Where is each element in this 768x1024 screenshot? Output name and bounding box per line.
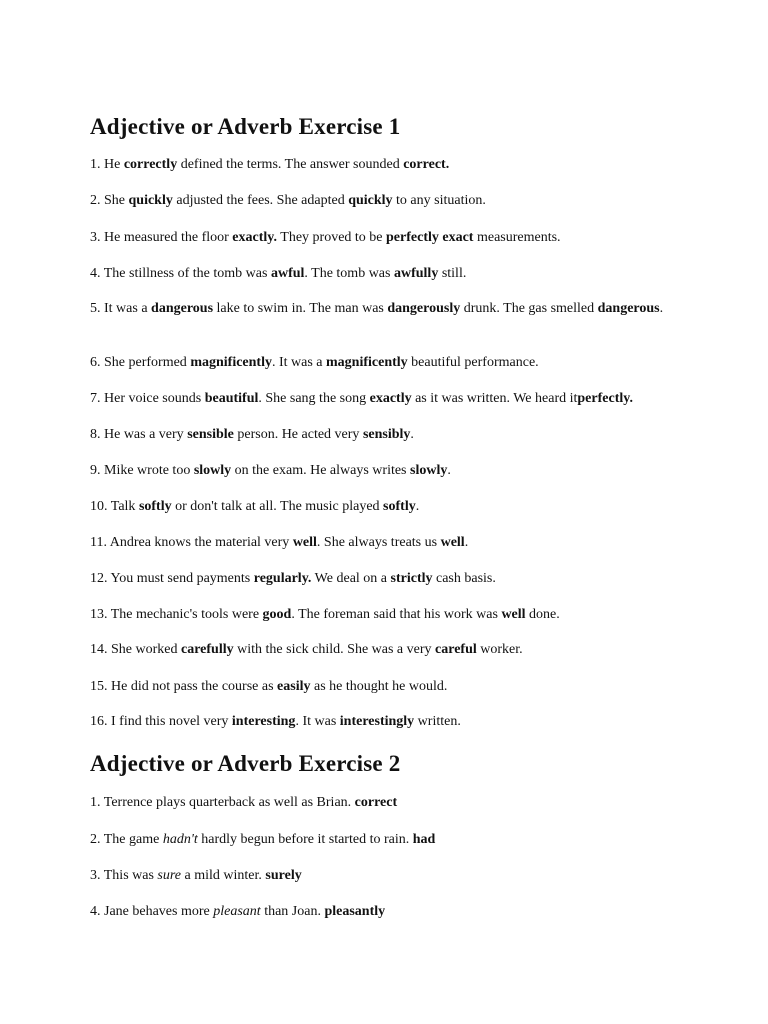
answer-word: awfully [393, 266, 439, 281]
sentence-text: They proved to be [277, 230, 387, 245]
exercise-2-item [90, 866, 680, 885]
answer-word: careful [435, 642, 477, 657]
answer-word: beautiful [204, 391, 259, 406]
exercise-1-item [90, 353, 680, 372]
answer-word: sensibly [362, 427, 411, 442]
answer-word: had [412, 832, 436, 847]
sentence-text: still. [438, 266, 467, 281]
answer-word: pleasantly [324, 904, 386, 919]
sentence-text: beautiful performance. [407, 355, 539, 370]
exercise-1-item [90, 533, 680, 552]
sentence-text: a mild winter. [181, 868, 266, 883]
sentence-text: 6. She performed [90, 355, 191, 370]
exercise-1-item [90, 228, 680, 247]
sentence-text: . The foreman said that his work was [291, 607, 502, 622]
answer-word: interestingly [339, 714, 415, 729]
answer-word: exactly [369, 391, 412, 406]
answer-word: slowly [193, 463, 232, 478]
answer-word: correct. [403, 157, 450, 172]
sentence-text: 12. You must send payments [90, 571, 254, 586]
answer-word: dangerous [151, 301, 214, 316]
sentence-text: . It was a [271, 355, 327, 370]
sentence-text: adjusted the fees. She adapted [172, 193, 349, 208]
sentence-text: . She sang the song [258, 391, 370, 406]
sentence-text: on the exam. He always writes [231, 463, 411, 478]
answer-word: magnificently [326, 355, 408, 370]
answer-word: exactly. [232, 230, 278, 245]
sentence-text: measurements. [473, 230, 561, 245]
sentence-text: 8. He was a very [90, 427, 188, 442]
exercise-1-item [90, 677, 680, 696]
exercise-1-item [90, 497, 680, 516]
answer-word: correctly [123, 157, 178, 172]
sentence-text: written. [414, 714, 461, 729]
error-word: hadn't [162, 832, 198, 847]
exercise-1-item [90, 389, 680, 408]
sentence-text: 2. She [90, 193, 129, 208]
sentence-text: 1. He [90, 157, 124, 172]
sentence-text: 11. Andrea knows the material very [90, 535, 293, 550]
sentence-text: 3. He measured the floor [90, 230, 233, 245]
answer-word: magnificently [190, 355, 272, 370]
sentence-text: 10. Talk [90, 499, 139, 514]
sentence-text: drunk. The gas smelled [460, 301, 598, 316]
sentence-text: . [410, 427, 414, 442]
answer-word: good [262, 607, 292, 622]
answer-word: well [440, 535, 465, 550]
answer-word: carefully [181, 642, 234, 657]
answer-word: softly [383, 499, 416, 514]
sentence-text: as it was written. We heard it [411, 391, 578, 406]
answer-word: regularly. [253, 571, 312, 586]
answer-word: sensible [187, 427, 234, 442]
sentence-text: than Joan. [260, 904, 325, 919]
answer-word: softly [138, 499, 172, 514]
sentence-text: to any situation. [392, 193, 486, 208]
answer-word: dangerous [597, 301, 660, 316]
answer-word: correct [354, 795, 398, 810]
sentence-text: . It was [295, 714, 340, 729]
sentence-text: cash basis. [432, 571, 496, 586]
sentence-text: 13. The mechanic's tools were [90, 607, 263, 622]
exercise-1-item [90, 264, 680, 283]
exercise-2-item [90, 793, 680, 812]
answer-word: slowly [410, 463, 448, 478]
exercise-1-title: Adjective or Adverb Exercise 1 [90, 114, 401, 139]
sentence-text: 5. It was a [90, 301, 152, 316]
sentence-text: 14. She worked [90, 642, 181, 657]
sentence-text: . [447, 463, 451, 478]
exercise-1-item [90, 605, 680, 624]
exercise-1-item [90, 191, 680, 210]
answer-word: perfectly. [577, 391, 633, 406]
error-word: sure [157, 868, 182, 883]
answer-word: awful [270, 266, 305, 281]
exercise-2-item [90, 830, 680, 849]
sentence-text: 1. Terrence plays quarterback as well as Brian. [90, 795, 355, 810]
answer-word: well [292, 535, 317, 550]
sentence-text: as he thought he would. [310, 679, 448, 694]
sentence-text: 4. Jane behaves more [90, 904, 214, 919]
sentence-text: or don't talk at all. The music played [171, 499, 384, 514]
answer-word: dangerously [387, 301, 461, 316]
sentence-text: 15. He did not pass the course as [90, 679, 278, 694]
sentence-text: 9. Mike wrote too [90, 463, 194, 478]
sentence-text: with the sick child. She was a very [233, 642, 436, 657]
sentence-text: done. [525, 607, 560, 622]
sentence-text: . She always treats us [316, 535, 441, 550]
exercise-2-item [90, 902, 680, 921]
exercise-1-item [90, 425, 680, 444]
exercise-1-item [90, 155, 680, 174]
answer-word: strictly [390, 571, 433, 586]
sentence-text: defined the terms. The answer sounded [177, 157, 404, 172]
sentence-text: . The tomb was [304, 266, 394, 281]
sentence-text: We deal on a [311, 571, 391, 586]
exercise-1-item [90, 640, 680, 659]
sentence-text: 16. I find this novel very [90, 714, 232, 729]
exercise-1-item [90, 712, 680, 731]
exercise-2-title: Adjective or Adverb Exercise 2 [90, 751, 401, 776]
answer-word: perfectly exact [386, 230, 474, 245]
sentence-text: 4. The stillness of the tomb was [90, 266, 271, 281]
answer-word: well [501, 607, 526, 622]
sentence-text: 7. Her voice sounds [90, 391, 205, 406]
sentence-text: person. He acted very [233, 427, 363, 442]
sentence-text: hardly begun before it started to rain. [197, 832, 413, 847]
exercise-1-item [90, 299, 680, 318]
sentence-text: . [415, 499, 420, 514]
exercise-1-item [90, 461, 680, 480]
sentence-text: 2. The game [90, 832, 163, 847]
error-word: pleasant [213, 904, 261, 919]
answer-word: surely [265, 868, 302, 883]
exercise-1-item [90, 569, 680, 588]
answer-word: easily [277, 679, 311, 694]
answer-word: interesting [231, 714, 296, 729]
answer-word: quickly [128, 193, 173, 208]
sentence-text: lake to swim in. The man was [213, 301, 388, 316]
answer-word: quickly [348, 193, 393, 208]
sentence-text: . [464, 535, 469, 550]
sentence-text: 3. This was [90, 868, 158, 883]
sentence-text: . [659, 301, 664, 316]
sentence-text: worker. [476, 642, 523, 657]
